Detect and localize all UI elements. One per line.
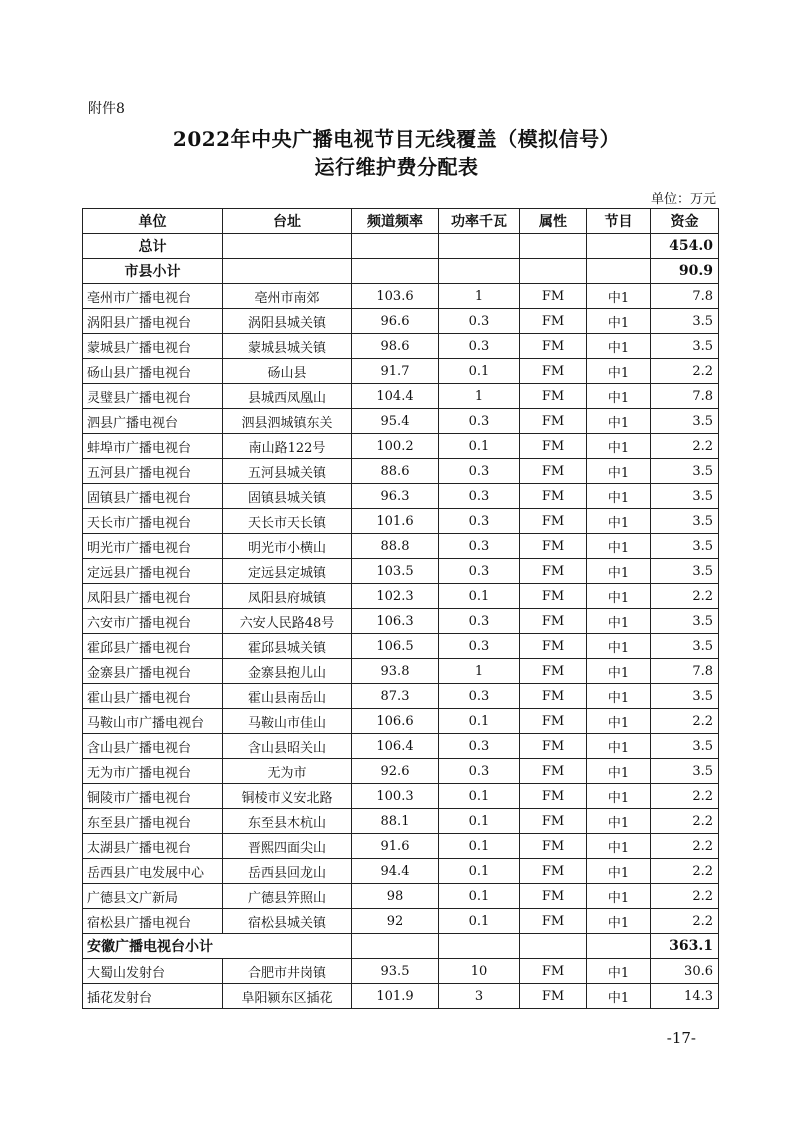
power-cell: 0.3 xyxy=(439,759,520,784)
funds-cell: 2.2 xyxy=(651,834,719,859)
frequency-cell: 101.9 xyxy=(352,984,439,1009)
frequency-cell: 102.3 xyxy=(352,584,439,609)
table-row xyxy=(83,609,719,634)
site-cell: 南山路122号 xyxy=(223,434,352,459)
frequency-cell: 88.8 xyxy=(352,534,439,559)
funds-cell: 3.5 xyxy=(651,609,719,634)
unit-cell: 涡阳县广播电视台 xyxy=(83,309,223,334)
program-cell: 中1 xyxy=(587,484,651,509)
table-row xyxy=(83,634,719,659)
program-cell: 中1 xyxy=(587,384,651,409)
funds-cell: 3.5 xyxy=(651,459,719,484)
power-cell: 0.3 xyxy=(439,734,520,759)
unit-cell: 含山县广播电视台 xyxy=(83,734,223,759)
city-subtotal-amount: 90.9 xyxy=(651,259,719,284)
power-cell: 0.3 xyxy=(439,509,520,534)
funds-cell: 2.2 xyxy=(651,584,719,609)
attribute-cell: FM xyxy=(520,334,587,359)
document-title-line-1: 2022年中央广播电视节目无线覆盖（模拟信号） xyxy=(172,127,621,151)
program-cell: 中1 xyxy=(587,909,651,934)
funds-cell: 3.5 xyxy=(651,409,719,434)
table-row xyxy=(83,509,719,534)
funds-cell: 2.2 xyxy=(651,909,719,934)
program-cell: 中1 xyxy=(587,409,651,434)
table-row xyxy=(83,909,719,934)
power-cell: 0.3 xyxy=(439,609,520,634)
site-cell: 六安人民路48号 xyxy=(223,609,352,634)
site-cell: 砀山县 xyxy=(223,359,352,384)
power-cell: 0.3 xyxy=(439,409,520,434)
program-cell: 中1 xyxy=(587,984,651,1009)
program-cell: 中1 xyxy=(587,609,651,634)
frequency-cell: 98.6 xyxy=(352,334,439,359)
frequency-cell: 88.6 xyxy=(352,459,439,484)
table-row xyxy=(83,709,719,734)
table-row xyxy=(83,734,719,759)
header-attribute: 属性 xyxy=(520,209,587,234)
table-row xyxy=(83,959,719,984)
unit-cell: 大蜀山发射台 xyxy=(83,959,223,984)
attribute-cell: FM xyxy=(520,584,587,609)
frequency-cell: 101.6 xyxy=(352,509,439,534)
site-cell: 晋熙四面尖山 xyxy=(223,834,352,859)
province-subtotal-label: 安徽广播电视台小计 xyxy=(83,934,352,959)
attribute-cell: FM xyxy=(520,759,587,784)
program-cell: 中1 xyxy=(587,684,651,709)
funds-cell: 2.2 xyxy=(651,784,719,809)
funds-cell: 3.5 xyxy=(651,684,719,709)
program-cell: 中1 xyxy=(587,309,651,334)
unit-cell: 铜陵市广播电视台 xyxy=(83,784,223,809)
unit-cell: 霍邱县广播电视台 xyxy=(83,634,223,659)
power-cell: 0.3 xyxy=(439,559,520,584)
unit-cell: 岳西县广电发展中心 xyxy=(83,859,223,884)
site-cell: 固镇县城关镇 xyxy=(223,484,352,509)
site-cell: 宿松县城关镇 xyxy=(223,909,352,934)
site-cell: 东至县木杭山 xyxy=(223,809,352,834)
attribute-cell: FM xyxy=(520,384,587,409)
unit-cell: 太湖县广播电视台 xyxy=(83,834,223,859)
program-cell: 中1 xyxy=(587,359,651,384)
funds-cell: 3.5 xyxy=(651,734,719,759)
power-cell: 0.1 xyxy=(439,809,520,834)
frequency-cell: 96.6 xyxy=(352,309,439,334)
city-subtotal-label: 市县小计 xyxy=(83,259,223,284)
funds-cell: 7.8 xyxy=(651,284,719,309)
funds-cell: 3.5 xyxy=(651,634,719,659)
program-cell: 中1 xyxy=(587,534,651,559)
unit-cell: 插花发射台 xyxy=(83,984,223,1009)
table-row xyxy=(83,484,719,509)
program-cell: 中1 xyxy=(587,584,651,609)
table-row xyxy=(83,884,719,909)
program-cell: 中1 xyxy=(587,734,651,759)
total-amount: 454.0 xyxy=(651,234,719,259)
frequency-cell: 100.3 xyxy=(352,784,439,809)
power-cell: 0.3 xyxy=(439,684,520,709)
frequency-cell: 106.4 xyxy=(352,734,439,759)
site-cell: 五河县城关镇 xyxy=(223,459,352,484)
frequency-cell: 106.6 xyxy=(352,709,439,734)
table-row xyxy=(83,359,719,384)
unit-cell: 蒙城县广播电视台 xyxy=(83,334,223,359)
frequency-cell: 103.5 xyxy=(352,559,439,584)
program-cell: 中1 xyxy=(587,659,651,684)
program-cell: 中1 xyxy=(587,784,651,809)
program-cell: 中1 xyxy=(587,509,651,534)
power-cell: 0.3 xyxy=(439,309,520,334)
site-cell: 合肥市井岗镇 xyxy=(223,959,352,984)
table-row xyxy=(83,384,719,409)
site-cell: 金寨县抱儿山 xyxy=(223,659,352,684)
frequency-cell: 87.3 xyxy=(352,684,439,709)
site-cell: 亳州市南郊 xyxy=(223,284,352,309)
unit-cell: 无为市广播电视台 xyxy=(83,759,223,784)
funds-cell: 30.6 xyxy=(651,959,719,984)
attribute-cell: FM xyxy=(520,909,587,934)
attribute-cell: FM xyxy=(520,959,587,984)
power-cell: 0.3 xyxy=(439,459,520,484)
frequency-cell: 91.6 xyxy=(352,834,439,859)
attribute-cell: FM xyxy=(520,634,587,659)
program-cell: 中1 xyxy=(587,959,651,984)
funds-cell: 3.5 xyxy=(651,509,719,534)
document-title-line-2: 运行维护费分配表 xyxy=(314,155,479,179)
table-row xyxy=(83,859,719,884)
program-cell: 中1 xyxy=(587,434,651,459)
frequency-cell: 100.2 xyxy=(352,434,439,459)
site-cell: 岳西县回龙山 xyxy=(223,859,352,884)
table-row xyxy=(83,784,719,809)
funds-cell: 14.3 xyxy=(651,984,719,1009)
site-cell: 泗县泗城镇东关 xyxy=(223,409,352,434)
power-cell: 10 xyxy=(439,959,520,984)
frequency-cell: 106.3 xyxy=(352,609,439,634)
program-cell: 中1 xyxy=(587,884,651,909)
unit-cell: 五河县广播电视台 xyxy=(83,459,223,484)
attribute-cell: FM xyxy=(520,984,587,1009)
attribute-cell: FM xyxy=(520,834,587,859)
unit-label: 单位：万元 xyxy=(650,192,716,207)
total-row xyxy=(83,234,719,259)
attribute-cell: FM xyxy=(520,859,587,884)
site-cell: 蒙城县城关镇 xyxy=(223,334,352,359)
attribute-cell: FM xyxy=(520,609,587,634)
table-row xyxy=(83,834,719,859)
table-row xyxy=(83,684,719,709)
attribute-cell: FM xyxy=(520,809,587,834)
header-site: 台址 xyxy=(223,209,352,234)
unit-cell: 泗县广播电视台 xyxy=(83,409,223,434)
site-cell: 阜阳颍东区插花 xyxy=(223,984,352,1009)
unit-cell: 砀山县广播电视台 xyxy=(83,359,223,384)
power-cell: 0.1 xyxy=(439,434,520,459)
site-cell: 马鞍山市佳山 xyxy=(223,709,352,734)
page-number: -17- xyxy=(666,1029,696,1047)
attribute-cell: FM xyxy=(520,784,587,809)
site-cell: 霍山县南岳山 xyxy=(223,684,352,709)
frequency-cell: 98 xyxy=(352,884,439,909)
header-frequency: 频道频率 xyxy=(352,209,439,234)
funds-cell: 3.5 xyxy=(651,309,719,334)
header-funds: 资金 xyxy=(651,209,719,234)
allocation-table xyxy=(82,208,719,1009)
program-cell: 中1 xyxy=(587,459,651,484)
frequency-cell: 92.6 xyxy=(352,759,439,784)
attachment-label: 附件8 xyxy=(88,101,125,117)
attribute-cell: FM xyxy=(520,434,587,459)
site-cell: 定远县定城镇 xyxy=(223,559,352,584)
attribute-cell: FM xyxy=(520,659,587,684)
unit-cell: 马鞍山市广播电视台 xyxy=(83,709,223,734)
unit-cell: 固镇县广播电视台 xyxy=(83,484,223,509)
attribute-cell: FM xyxy=(520,559,587,584)
funds-cell: 3.5 xyxy=(651,559,719,584)
unit-cell: 广德县文广新局 xyxy=(83,884,223,909)
attribute-cell: FM xyxy=(520,359,587,384)
unit-cell: 蚌埠市广播电视台 xyxy=(83,434,223,459)
table-row xyxy=(83,984,719,1009)
table-header-row xyxy=(83,209,719,234)
table-row xyxy=(83,434,719,459)
province-subtotal-amount: 363.1 xyxy=(651,934,719,959)
power-cell: 0.1 xyxy=(439,359,520,384)
site-cell: 霍邱县城关镇 xyxy=(223,634,352,659)
funds-cell: 2.2 xyxy=(651,859,719,884)
program-cell: 中1 xyxy=(587,559,651,584)
power-cell: 0.1 xyxy=(439,784,520,809)
site-cell: 县城西凤凰山 xyxy=(223,384,352,409)
power-cell: 1 xyxy=(439,384,520,409)
funds-cell: 7.8 xyxy=(651,384,719,409)
power-cell: 0.1 xyxy=(439,859,520,884)
program-cell: 中1 xyxy=(587,284,651,309)
attribute-cell: FM xyxy=(520,709,587,734)
unit-cell: 霍山县广播电视台 xyxy=(83,684,223,709)
attribute-cell: FM xyxy=(520,284,587,309)
site-cell: 含山县昭关山 xyxy=(223,734,352,759)
table-row xyxy=(83,534,719,559)
frequency-cell: 93.5 xyxy=(352,959,439,984)
site-cell: 凤阳县府城镇 xyxy=(223,584,352,609)
attribute-cell: FM xyxy=(520,484,587,509)
site-cell: 涡阳县城关镇 xyxy=(223,309,352,334)
table-row xyxy=(83,459,719,484)
frequency-cell: 103.6 xyxy=(352,284,439,309)
power-cell: 0.3 xyxy=(439,334,520,359)
attribute-cell: FM xyxy=(520,409,587,434)
frequency-cell: 93.8 xyxy=(352,659,439,684)
site-cell: 天长市天长镇 xyxy=(223,509,352,534)
program-cell: 中1 xyxy=(587,834,651,859)
header-power: 功率千瓦 xyxy=(439,209,520,234)
frequency-cell: 96.3 xyxy=(352,484,439,509)
header-program: 节目 xyxy=(587,209,651,234)
table-row xyxy=(83,309,719,334)
total-label: 总计 xyxy=(83,234,223,259)
funds-cell: 3.5 xyxy=(651,334,719,359)
funds-cell: 2.2 xyxy=(651,809,719,834)
funds-cell: 3.5 xyxy=(651,484,719,509)
site-cell: 明光市小横山 xyxy=(223,534,352,559)
header-unit: 单位 xyxy=(83,209,223,234)
program-cell: 中1 xyxy=(587,809,651,834)
unit-cell: 天长市广播电视台 xyxy=(83,509,223,534)
power-cell: 0.3 xyxy=(439,534,520,559)
table-row xyxy=(83,759,719,784)
power-cell: 0.3 xyxy=(439,634,520,659)
program-cell: 中1 xyxy=(587,759,651,784)
attribute-cell: FM xyxy=(520,459,587,484)
power-cell: 0.1 xyxy=(439,584,520,609)
unit-cell: 定远县广播电视台 xyxy=(83,559,223,584)
attribute-cell: FM xyxy=(520,734,587,759)
funds-cell: 2.2 xyxy=(651,884,719,909)
power-cell: 0.1 xyxy=(439,709,520,734)
frequency-cell: 104.4 xyxy=(352,384,439,409)
unit-cell: 明光市广播电视台 xyxy=(83,534,223,559)
unit-cell: 凤阳县广播电视台 xyxy=(83,584,223,609)
site-cell: 广德县笄照山 xyxy=(223,884,352,909)
unit-cell: 宿松县广播电视台 xyxy=(83,909,223,934)
funds-cell: 3.5 xyxy=(651,534,719,559)
table-row xyxy=(83,409,719,434)
power-cell: 0.1 xyxy=(439,834,520,859)
city-subtotal-row xyxy=(83,259,719,284)
table-row xyxy=(83,584,719,609)
site-cell: 铜棱市义安北路 xyxy=(223,784,352,809)
program-cell: 中1 xyxy=(587,859,651,884)
funds-cell: 2.2 xyxy=(651,434,719,459)
power-cell: 0.3 xyxy=(439,484,520,509)
attribute-cell: FM xyxy=(520,509,587,534)
program-cell: 中1 xyxy=(587,634,651,659)
funds-cell: 2.2 xyxy=(651,359,719,384)
frequency-cell: 91.7 xyxy=(352,359,439,384)
power-cell: 3 xyxy=(439,984,520,1009)
power-cell: 0.1 xyxy=(439,884,520,909)
table-row xyxy=(83,559,719,584)
frequency-cell: 106.5 xyxy=(352,634,439,659)
attribute-cell: FM xyxy=(520,534,587,559)
attribute-cell: FM xyxy=(520,309,587,334)
funds-cell: 3.5 xyxy=(651,759,719,784)
funds-cell: 2.2 xyxy=(651,709,719,734)
frequency-cell: 95.4 xyxy=(352,409,439,434)
site-cell: 无为市 xyxy=(223,759,352,784)
table-row xyxy=(83,284,719,309)
unit-cell: 金寨县广播电视台 xyxy=(83,659,223,684)
program-cell: 中1 xyxy=(587,709,651,734)
unit-cell: 灵璧县广播电视台 xyxy=(83,384,223,409)
power-cell: 1 xyxy=(439,284,520,309)
attribute-cell: FM xyxy=(520,884,587,909)
unit-cell: 亳州市广播电视台 xyxy=(83,284,223,309)
attribute-cell: FM xyxy=(520,684,587,709)
funds-cell: 7.8 xyxy=(651,659,719,684)
unit-cell: 东至县广播电视台 xyxy=(83,809,223,834)
program-cell: 中1 xyxy=(587,334,651,359)
frequency-cell: 94.4 xyxy=(352,859,439,884)
table-row xyxy=(83,659,719,684)
frequency-cell: 88.1 xyxy=(352,809,439,834)
power-cell: 1 xyxy=(439,659,520,684)
province-subtotal-row xyxy=(83,934,719,959)
table-row xyxy=(83,809,719,834)
power-cell: 0.1 xyxy=(439,909,520,934)
unit-cell: 六安市广播电视台 xyxy=(83,609,223,634)
frequency-cell: 92 xyxy=(352,909,439,934)
table-row xyxy=(83,334,719,359)
